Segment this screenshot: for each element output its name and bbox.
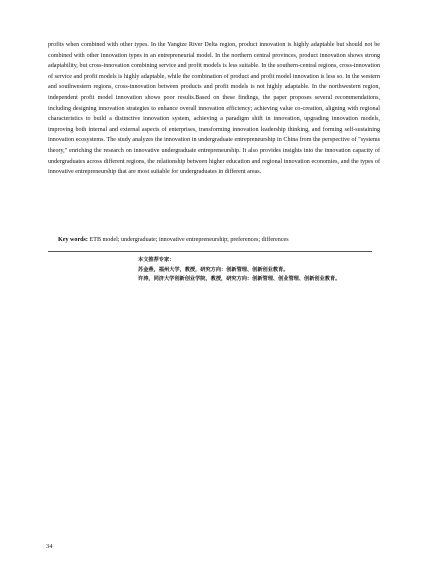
abstract-paragraph: profits when combined with other types. In the Yangtze River Delta region, product innovation is highly adaptable but should not be combined with other innovation types in an entrepreneurial model. In the northern central provinces, product innovation shows strong adaptability, but cross-innovation combining service and profit models is less suitable. In the southern-central regions, cross-innovation of service and profit models is highly adaptable, while the combination of product and profit model innovation is less so. In the western and southwestern regions, cross-innovation between products and profit models is not highly adaptable. In the northwestern region, independent profit model innovation shows poor results.Based on these findings, the paper proposes several recommendations, including designing innovation strategies to enhance overall innovation efficiency; achieving value co-creation, aligning with regional characteristics to build a distinctive innovation system, achieving a paradigm shift in innovation, upgrading innovation models, improving both internal and external aspects of enterprises, transforming innovation leadership thinking, and forming self-sustaining innovation ecosystems. The study analyzes the innovation in undergraduate entrepreneurship in China from the perspective of "systems theory," enriching the research on innovative undergraduate entrepreneurship. It also provides insights into the innovation capacity of undergraduates across different regions, the relationship between higher education and regional innovation economies, and the types of innovative entrepreneurship that are most suitable for undergraduates in different areas.: [48, 42, 380, 176]
page-number: 34: [46, 543, 53, 550]
expert-line-2: 许涛，同济大学创新创业学院，教授，研究方向：创新管理、创业管理、创新创业教育。: [138, 276, 341, 282]
keywords-line: [48, 235, 380, 246]
recommend-heading: 本文推荐专家：: [138, 257, 175, 263]
recommended-experts: [138, 256, 423, 285]
keywords-label: Key words:: [58, 237, 88, 243]
divider-rule: [48, 251, 372, 252]
keywords-text: ETB model; undergraduate; innovative entrepreneurship; preferences; differences: [89, 237, 289, 243]
expert-line-1: 苏金燕，福州大学，教授，研究方向：创新管理、创新创业教育。: [138, 266, 289, 273]
